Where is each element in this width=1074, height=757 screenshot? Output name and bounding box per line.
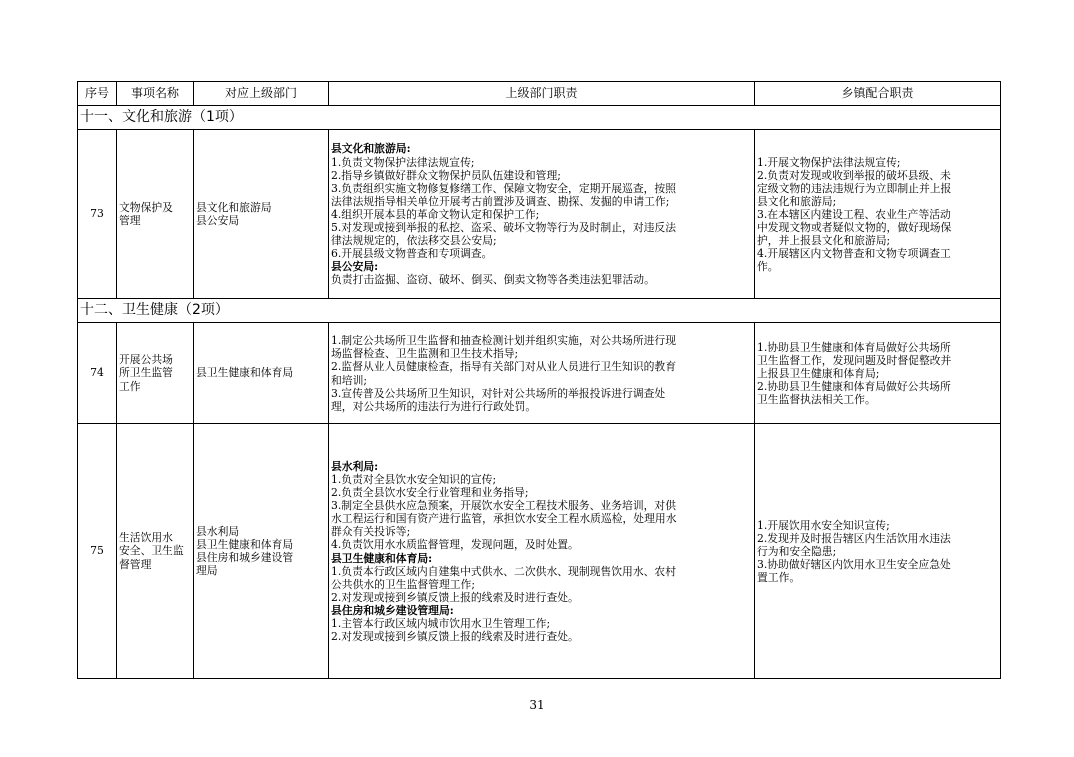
header-town-duty: 乡镇配合职责 xyxy=(755,82,1001,106)
dept-duty-item-line: 5.对发现或接到举报的私挖、盗采、破坏文物等行为及时制止，对违反法 xyxy=(331,221,677,235)
dept-name xyxy=(196,551,326,577)
town-duty-item xyxy=(757,558,998,584)
town-duty-item-line: 作。 xyxy=(757,260,779,274)
item-name-text-line: 开展公共场 xyxy=(119,353,173,367)
header-no: 序号 xyxy=(78,82,117,106)
dept-duty-item-line: 群众有关投诉等; xyxy=(331,525,411,539)
dept-duty-item xyxy=(331,247,752,260)
dept-name xyxy=(196,366,326,379)
table-row xyxy=(78,424,1001,679)
town-duty-item-line: 2.协助县卫生健康和体育局做好公共场所 xyxy=(757,380,951,394)
dept-duty-item xyxy=(331,617,752,630)
town-duty xyxy=(755,130,1001,299)
dept-name xyxy=(196,538,326,551)
town-duty xyxy=(755,323,1001,424)
town-duty-item-line: 上报县卫生健康和体育局; xyxy=(757,366,880,380)
town-duty-item-line: 中发现文物或者疑似文物的，做好现场保 xyxy=(757,221,952,235)
dept-duty xyxy=(329,424,755,679)
town-duty-item xyxy=(757,208,998,247)
town-duty-item-line: 1.协助县卫生健康和体育局做好公共场所 xyxy=(757,340,951,354)
dept-duty-item xyxy=(331,387,752,413)
dept-duty-heading xyxy=(331,552,752,565)
item-name-text-line: 所卫生监管 xyxy=(119,366,173,380)
section-row xyxy=(78,106,1001,130)
dept-duty-item-line: 1.主管本行政区域内城市饮用水卫生管理工作; xyxy=(331,616,551,630)
item-name-text-line: 文物保护及 xyxy=(119,200,173,214)
dept-duty-heading xyxy=(331,260,752,273)
dept-name xyxy=(196,201,326,214)
dept-duty-item xyxy=(331,208,752,221)
dept-duty-item-line: 1.负责文物保护法律法规宣传; xyxy=(331,155,475,169)
item-name-text-line: 生活饮用水 xyxy=(119,531,173,545)
town-duty-item xyxy=(757,169,998,208)
dept-duty-item xyxy=(331,473,752,486)
item-name xyxy=(117,323,194,424)
town-duty-item xyxy=(757,247,998,273)
dept-name-line: 理局 xyxy=(196,564,218,578)
section-title: 十二、卫生健康（2项） xyxy=(78,299,1001,323)
dept-duty-item xyxy=(331,156,752,169)
dept-duty-item xyxy=(331,273,752,286)
town-duty-item xyxy=(757,532,998,558)
town-duty-item xyxy=(757,519,998,532)
page-number: 31 xyxy=(529,698,545,712)
item-name-text xyxy=(119,353,191,392)
dept-duty-item xyxy=(331,499,752,538)
dept-duty-heading xyxy=(331,142,752,155)
dept-duty-item xyxy=(331,334,752,360)
town-duty-item xyxy=(757,380,998,406)
town-duty-item xyxy=(757,341,998,380)
dept-duty-heading xyxy=(331,460,752,473)
item-depts xyxy=(194,323,329,424)
dept-duty-heading-line: 县住房和城乡建设管理局: xyxy=(331,603,454,617)
item-name xyxy=(117,130,194,299)
dept-name-line: 县住房和城乡建设管 xyxy=(196,551,294,564)
dept-name-line: 县卫生健康和体育局 xyxy=(196,366,294,380)
town-duty-item-line: 卫生监督工作，发现问题及时督促整改并 xyxy=(757,353,952,367)
item-depts xyxy=(194,424,329,679)
dept-duty-item xyxy=(331,630,752,643)
dept-duty-item-line: 4.组织开展本县的革命文物认定和保护工作; xyxy=(331,207,540,221)
dept-duty-item xyxy=(331,182,752,208)
town-duty-item-line: 2.发现并及时报告辖区内生活饮用水违法 xyxy=(757,531,951,545)
item-name-text-line: 工作 xyxy=(119,379,141,393)
town-duty-item-line: 1.开展文物保护法律法规宣传; xyxy=(757,155,901,169)
town-duty-item-line: 3.协助做好辖区内饮用水卫生安全应急处 xyxy=(757,558,951,572)
item-number: 73 xyxy=(78,130,117,299)
dept-duty-item-line: 2.负责全县饮水安全行业管理和业务指导; xyxy=(331,486,529,500)
town-duty-item-line: 3.在本辖区内建设工程、农业生产等活动 xyxy=(757,207,951,221)
section-title: 十一、文化和旅游（1项） xyxy=(78,106,1001,130)
dept-duty-item xyxy=(331,169,752,182)
dept-duty-item-line: 4.负责饮用水水质监督管理，发现问题，及时处置。 xyxy=(331,538,579,552)
dept-duty-heading xyxy=(331,604,752,617)
dept-duty-item-line: 公共供水的卫生监督管理工作; xyxy=(331,577,475,591)
dept-duty-item-line: 1.负责对全县饮水安全知识的宣传; xyxy=(331,472,497,486)
dept-duty-item-line: 3.制定全县供水应急预案，开展饮水安全工程技术服务、业务培训，对供 xyxy=(331,499,677,513)
dept-duty-item-line: 场监督检查、卫生监测和卫生技术指导; xyxy=(331,347,519,361)
dept-duty-item-line: 理，对公共场所的违法行为进行行政处罚。 xyxy=(331,399,537,413)
dept-duty-item-line: 2.对发现或接到乡镇反馈上报的线索及时进行查处。 xyxy=(331,590,579,604)
item-name-text-line: 安全、卫生监 xyxy=(119,544,184,558)
dept-duty-item-line: 1.制定公共场所卫生监督和抽查检测计划并组织实施，对公共场所进行现 xyxy=(331,334,677,348)
item-number: 74 xyxy=(78,323,117,424)
dept-duty-item xyxy=(331,360,752,386)
town-duty-item-line: 定级文物的违法违规行为立即制止并上报 xyxy=(757,181,952,195)
town-duty-item-line: 县文化和旅游局; xyxy=(757,194,837,208)
item-name xyxy=(117,424,194,679)
town-duty xyxy=(755,424,1001,679)
dept-duty xyxy=(329,323,755,424)
town-duty-item xyxy=(757,156,998,169)
table-row xyxy=(78,323,1001,424)
item-number: 75 xyxy=(78,424,117,679)
dept-duty-item-line: 2.对发现或接到乡镇反馈上报的线索及时进行查处。 xyxy=(331,630,579,644)
town-duty-item-line: 护，并上报县文化和旅游局; xyxy=(757,234,891,248)
dept-duty xyxy=(329,130,755,299)
dept-name xyxy=(196,525,326,538)
dept-duty-item-line: 2.监督从业人员健康检查，指导有关部门对从业人员进行卫生知识的教育 xyxy=(331,360,677,374)
table-header-row xyxy=(78,82,1001,106)
table-body xyxy=(78,106,1001,679)
dept-duty-item xyxy=(331,565,752,591)
item-depts xyxy=(194,130,329,299)
dept-duty-item-line: 法律法规指导相关单位开展考古前置涉及调查、勘探、发掘的申请工作; xyxy=(331,194,670,208)
town-duty-item-line: 卫生监督执法相关工作。 xyxy=(757,393,876,407)
town-duty-item-line: 置工作。 xyxy=(757,571,801,585)
dept-duty-item-line: 2.指导乡镇做好群众文物保护员队伍建设和管理; xyxy=(331,168,561,182)
item-name-text-line: 督管理 xyxy=(119,557,152,571)
dept-name xyxy=(196,214,326,227)
responsibility-table xyxy=(77,81,1001,679)
dept-name-line: 县卫生健康和体育局 xyxy=(196,537,294,551)
dept-duty-item xyxy=(331,591,752,604)
town-duty-item-line: 4.开展辖区内文物普查和文物专项调查工 xyxy=(757,247,951,261)
header-dept-duty: 上级部门职责 xyxy=(329,82,755,106)
dept-duty-heading-line: 县卫生健康和体育局: xyxy=(331,551,433,565)
item-name-text xyxy=(119,531,191,570)
dept-duty-item xyxy=(331,221,752,247)
town-duty-item-line: 行为和安全隐患; xyxy=(757,544,837,558)
dept-duty-item-line: 负责打击盗掘、盗窃、破坏、倒买、倒卖文物等各类违法犯罪活动。 xyxy=(331,273,655,287)
dept-duty-item-line: 1.负责本行政区域内自建集中式供水、二次供水、现制现售饮用水、农村 xyxy=(331,564,677,578)
town-duty-item-line: 1.开展饮用水安全知识宣传; xyxy=(757,518,890,532)
dept-name-line: 县公安局 xyxy=(196,214,240,227)
dept-duty-heading-line: 县文化和旅游局: xyxy=(331,142,411,156)
table-row xyxy=(78,130,1001,299)
town-duty-item-line: 2.负责对发现或收到举报的破坏县级、未 xyxy=(757,168,951,182)
header-dept: 对应上级部门 xyxy=(194,82,329,106)
dept-duty-heading-line: 县水利局: xyxy=(331,459,379,473)
item-name-text-line: 管理 xyxy=(119,214,141,227)
dept-duty-item-line: 3.宣传普及公共场所卫生知识，对针对公共场所的举报投诉进行调查处 xyxy=(331,386,666,400)
dept-duty-item-line: 3.负责组织实施文物修复修缮工作、保障文物安全，定期开展巡查，按照 xyxy=(331,181,677,195)
dept-duty-item-line: 律法规规定的，依法移交县公安局; xyxy=(331,234,497,248)
section-row xyxy=(78,299,1001,323)
item-name-text xyxy=(119,201,191,227)
dept-duty-item xyxy=(331,538,752,551)
header-name: 事项名称 xyxy=(117,82,194,106)
dept-duty-heading-line: 县公安局: xyxy=(331,260,379,274)
dept-duty-item-line: 水工程运行和国有资产进行监管，承担饮水安全工程水质巡检，处理用水 xyxy=(331,512,677,526)
dept-name-line: 县文化和旅游局 xyxy=(196,200,272,214)
dept-duty-item xyxy=(331,486,752,499)
dept-duty-item-line: 和培训; xyxy=(331,373,368,387)
dept-duty-item-line: 6.开展县级文物普查和专项调查。 xyxy=(331,247,493,261)
dept-name-line: 县水利局 xyxy=(196,524,240,538)
